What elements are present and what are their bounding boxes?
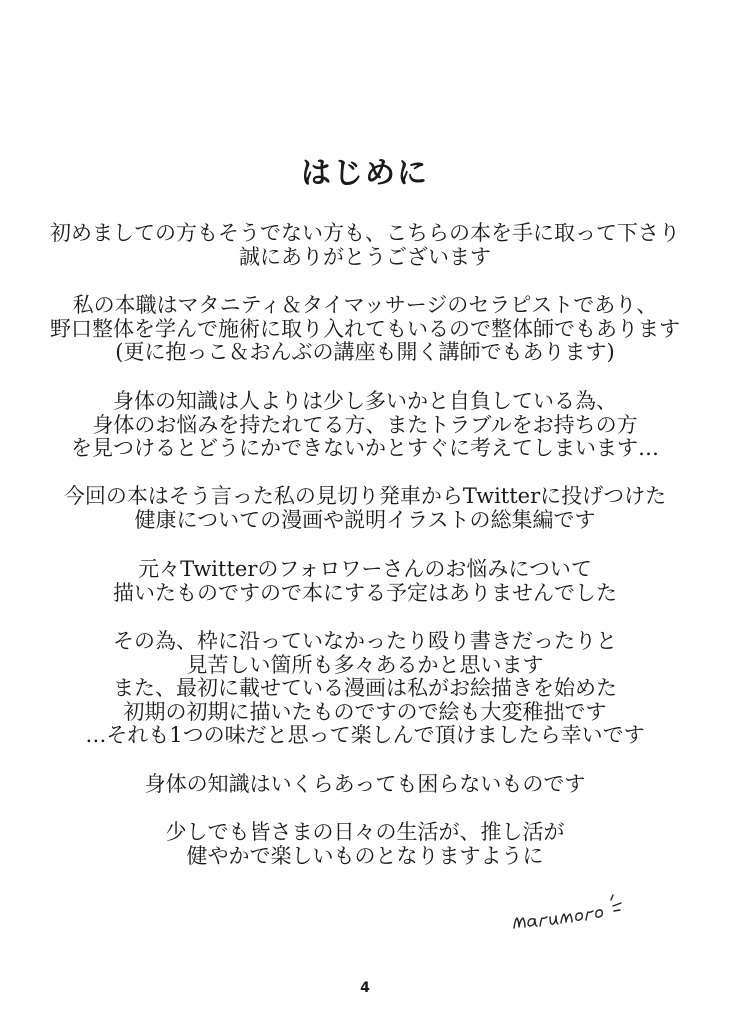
text-line: 少しでも皆さまの日々の生活が、推し活が xyxy=(165,820,565,844)
paragraph-2 xyxy=(0,294,730,365)
page-title: はじめに xyxy=(301,156,429,191)
paragraph-4 xyxy=(0,485,730,532)
text-line: 身体の知識はいくらあっても困らないものです xyxy=(144,772,586,796)
handwritten-signature xyxy=(510,892,640,942)
text-line: 誠にありがとうございます xyxy=(239,244,491,269)
text-line: 健康についての漫画や説明イラストの総集編です xyxy=(134,507,596,532)
text-line: 野口整体を学んで施術に取り入れてもいるので整体師でもあります xyxy=(50,316,680,341)
text-line: 描いたものですので本にする予定はありませんでした xyxy=(113,580,617,605)
text-line: 初期の初期に描いたものですので絵も大変稚拙です xyxy=(123,699,607,724)
paragraph-7 xyxy=(0,773,730,797)
text-line: 見苦しい箇所も多々あるかと思います xyxy=(186,652,544,677)
text-line: 私の本職はマタニティ＆タイマッサージのセラピストであり、 xyxy=(72,293,658,317)
page-number: 4 xyxy=(360,980,370,996)
text-line: 身体の知識は人よりは少し多いかと自負している為、 xyxy=(113,389,617,413)
text-line: 健やかで楽しいものとなりますように xyxy=(186,843,544,868)
text-line: (更に抱っこ＆おんぶの講座も開く講師でもあります) xyxy=(115,340,615,364)
text-line: また、最初に載せている漫画は私がお絵描きを始めた xyxy=(113,676,617,700)
paragraph-1 xyxy=(0,222,730,269)
text-line: その為、枠に沿っていなかったり殴り書きだったりと xyxy=(113,629,617,653)
text-line: 今回の本はそう言った私の見切り発車からTwitterに投げつけた xyxy=(63,484,667,508)
text-line: 元々Twitterのフォロワーさんのお悩みについて xyxy=(138,557,592,581)
paragraph-3 xyxy=(0,390,730,461)
paragraph-8 xyxy=(0,821,730,868)
text-line: 身体のお悩みを持たれてる方、またトラブルをお持ちの方 xyxy=(92,412,638,437)
text-line: を見つけるとどうにかできないかとすぐに考えてしまいます… xyxy=(71,436,659,460)
paragraph-6 xyxy=(0,630,730,748)
text-line: 初めましての方もそうでない方も、こちらの本を手に取って下さり xyxy=(50,221,680,245)
paragraph-5 xyxy=(0,558,730,605)
text-line: …それも1つの味だと思って楽しんで頂けましたら幸いです xyxy=(85,723,645,747)
